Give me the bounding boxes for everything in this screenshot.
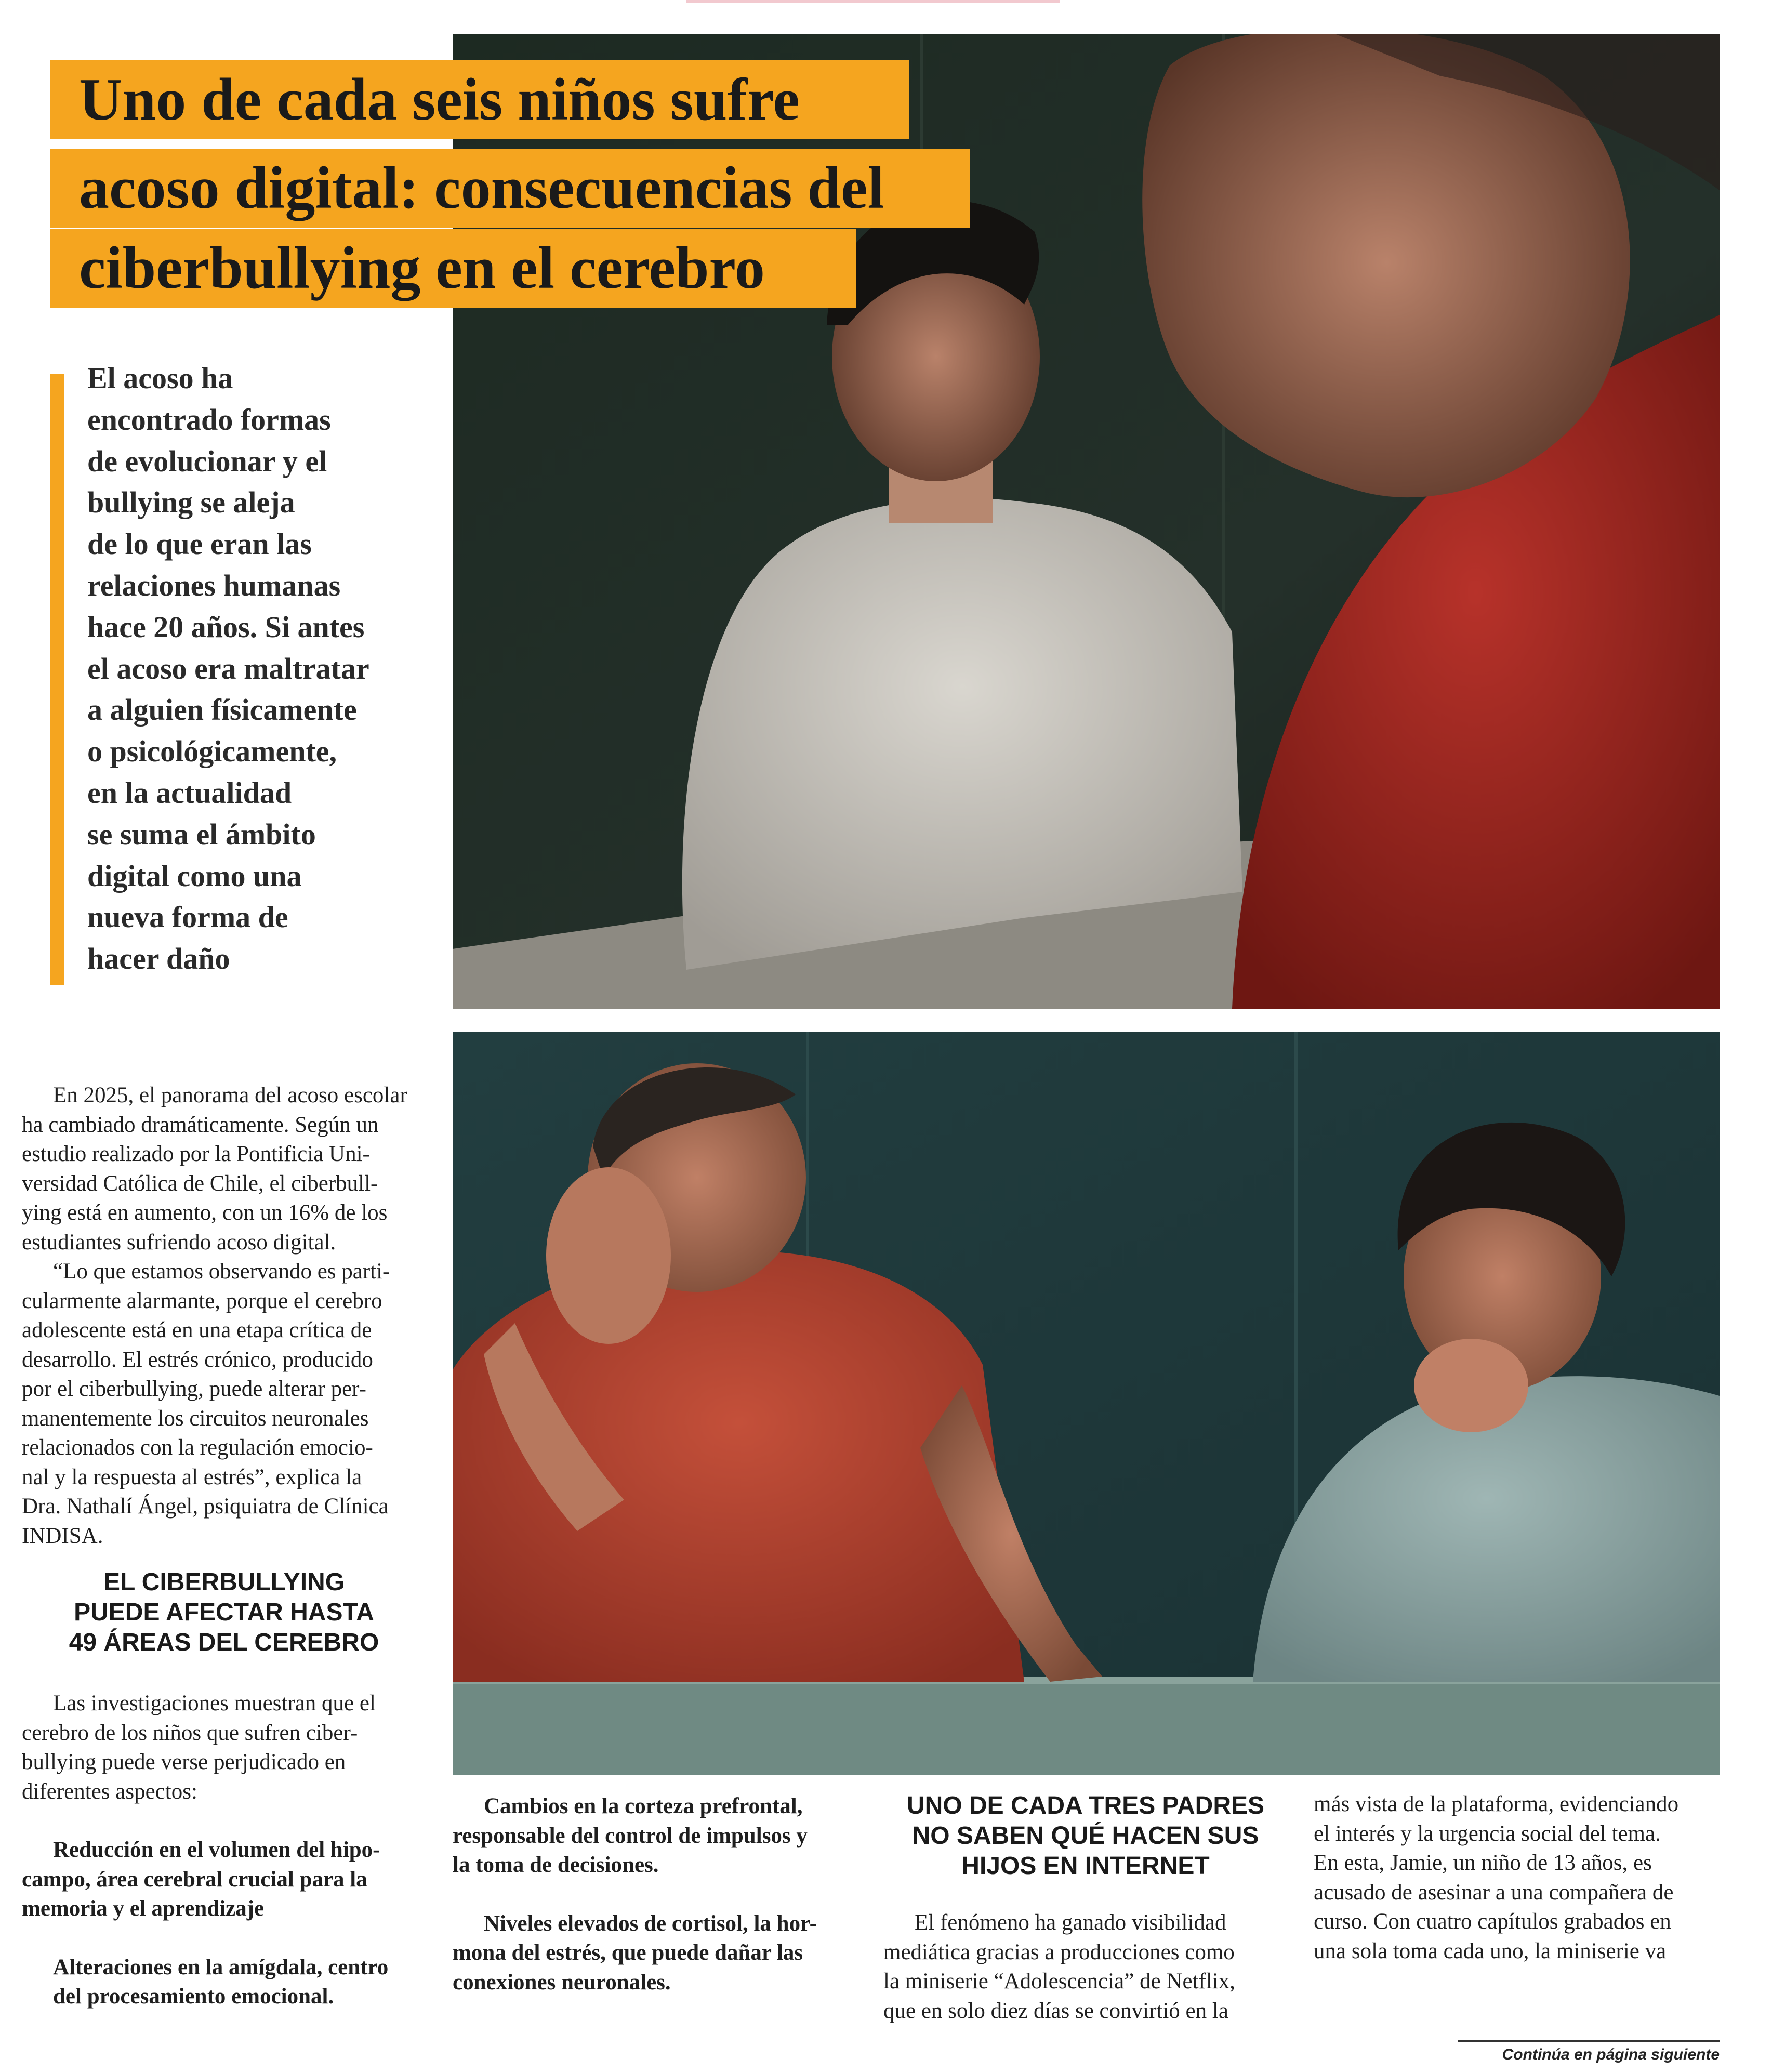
top-color-strip: [686, 0, 1060, 3]
text-line: la toma de decisiones.: [453, 1853, 659, 1877]
text-line: diferentes aspectos:: [22, 1779, 197, 1804]
article-column-1b: [22, 1689, 426, 2012]
headline-line-3: ciberbullying en el cerebro: [50, 229, 856, 308]
continue-next-page: Continúa en página siguiente: [1502, 2046, 1720, 2063]
article-column-3: [883, 1908, 1288, 2026]
text-line: Niveles elevados de cortisol, la hor-: [484, 1911, 817, 1936]
subhead-parents: [883, 1791, 1288, 1881]
text-line: En 2025, el panorama del acoso escolar: [53, 1083, 407, 1107]
text-line: acusado de asesinar a una compañera de: [1314, 1880, 1674, 1905]
text-line: que en solo diez días se convirtió en la: [883, 1998, 1228, 2023]
text-line: Las investigaciones muestran que el: [53, 1691, 376, 1715]
text-line: estudio realizado por la Pontificia Uni-: [22, 1142, 370, 1166]
pull-quote-line: El acoso ha: [87, 361, 233, 395]
pull-quote-bar: [50, 374, 64, 985]
text-line: relacionados con la regulación emocio-: [22, 1435, 373, 1460]
text-line: Alteraciones en la amígdala, centro: [53, 1955, 389, 1979]
point-prefrontal: [453, 1792, 857, 1880]
article-column-1: [22, 1081, 426, 1551]
continue-rule: [1458, 2040, 1720, 2042]
text-line: estudiantes sufriendo acoso digital.: [22, 1230, 336, 1255]
text-line: por el ciberbullying, puede alterar per-: [22, 1377, 366, 1401]
subhead-line: HIJOS EN INTERNET: [961, 1852, 1210, 1880]
pull-quote-line: el acoso era maltratar: [87, 651, 369, 685]
pull-quote-line: hacer daño: [87, 942, 230, 976]
paragraph-intro: [22, 1081, 426, 1257]
pull-quote-line: de lo que eran las: [87, 527, 312, 561]
point-amygdala: [22, 1953, 426, 2012]
text-line: El fenómeno ha ganado visibilidad: [915, 1910, 1226, 1935]
photo-man-and-teen: [453, 1032, 1720, 1775]
text-line: responsable del control de impulsos y: [453, 1823, 808, 1848]
paragraph-phenomenon: [883, 1908, 1288, 2026]
text-line: adolescente está en una etapa crítica de: [22, 1318, 372, 1342]
pull-quote-line: relaciones humanas: [87, 568, 341, 602]
text-line: la miniserie “Adolescencia” de Netflix,: [883, 1969, 1235, 1994]
text-line: bullying puede verse perjudicado en: [22, 1750, 346, 1774]
text-line: campo, área cerebral crucial para la: [22, 1867, 367, 1892]
text-line: Cambios en la corteza prefrontal,: [484, 1794, 803, 1818]
pull-quote-line: nueva forma de: [87, 900, 288, 934]
pull-quote-line: a alguien físicamente: [87, 693, 357, 727]
headline-line-2: acoso digital: consecuencias del: [50, 149, 970, 228]
text-line: memoria y el aprendizaje: [22, 1896, 265, 1921]
text-line: curso. Con cuatro capítulos grabados en: [1314, 1909, 1671, 1934]
text-line: Reducción en el volumen del hipo-: [53, 1838, 380, 1862]
article-column-4: [1314, 1790, 1718, 1966]
text-line: más vista de la plataforma, evidenciando: [1314, 1792, 1679, 1816]
pull-quote-line: en la actualidad: [87, 775, 292, 810]
text-line: mediática gracias a producciones como: [883, 1939, 1235, 1964]
text-line: conexiones neuronales.: [453, 1970, 671, 1995]
headline-line-1: Uno de cada seis niños sufre: [50, 60, 909, 139]
subhead-line: EL CIBERBULLYING: [103, 1568, 345, 1596]
text-line: nal y la respuesta al estrés”, explica la: [22, 1464, 362, 1489]
subhead-line: PUEDE AFECTAR HASTA: [74, 1599, 374, 1626]
subhead-line: 49 ÁREAS DEL CEREBRO: [69, 1629, 379, 1656]
pull-quote-line: se suma el ámbito: [87, 817, 316, 851]
text-line: Dra. Nathalí Ángel, psiquiatra de Clínica: [22, 1494, 389, 1519]
pull-quote-line: encontrado formas: [87, 402, 331, 437]
pull-quote-line: digital como una: [87, 859, 302, 893]
subhead-brain-areas: [22, 1567, 426, 1658]
paragraph-research: [22, 1689, 426, 1806]
text-line: una sola toma cada uno, la miniserie va: [1314, 1938, 1667, 1963]
pull-quote-line: bullying se aleja: [87, 485, 295, 520]
subhead-line: UNO DE CADA TRES PADRES: [906, 1792, 1265, 1819]
text-line: ha cambiado dramáticamente. Según un: [22, 1112, 379, 1137]
paragraph-miniseries: [1314, 1790, 1718, 1966]
text-line: cerebro de los niños que sufren ciber-: [22, 1720, 358, 1745]
text-line: del procesamiento emocional.: [53, 1984, 334, 2009]
point-hippocampus: [22, 1836, 426, 1924]
text-line: desarrollo. El estrés crónico, producido: [22, 1347, 373, 1372]
point-cortisol: [453, 1909, 857, 1998]
paragraph-quote: [22, 1257, 426, 1551]
article-column-2: [453, 1792, 857, 1997]
pull-quote-line: o psicológicamente,: [87, 734, 337, 769]
text-line: “Lo que estamos observando es parti-: [53, 1259, 390, 1284]
text-line: manentemente los circuitos neuronales: [22, 1406, 369, 1431]
text-line: INDISA.: [22, 1523, 103, 1548]
pull-quote-line: de evolucionar y el: [87, 444, 327, 478]
text-line: versidad Católica de Chile, el ciberbull-: [22, 1171, 378, 1196]
text-line: cularmente alarmante, porque el cerebro: [22, 1288, 382, 1313]
text-line: el interés y la urgencia social del tema.: [1314, 1821, 1661, 1846]
pull-quote: [87, 358, 430, 980]
pull-quote-line: hace 20 años. Si antes: [87, 610, 365, 644]
subhead-line: NO SABEN QUÉ HACEN SUS: [912, 1822, 1259, 1850]
text-line: ying está en aumento, con un 16% de los: [22, 1200, 388, 1225]
text-line: En esta, Jamie, un niño de 13 años, es: [1314, 1851, 1652, 1875]
text-line: mona del estrés, que puede dañar las: [453, 1941, 803, 1965]
